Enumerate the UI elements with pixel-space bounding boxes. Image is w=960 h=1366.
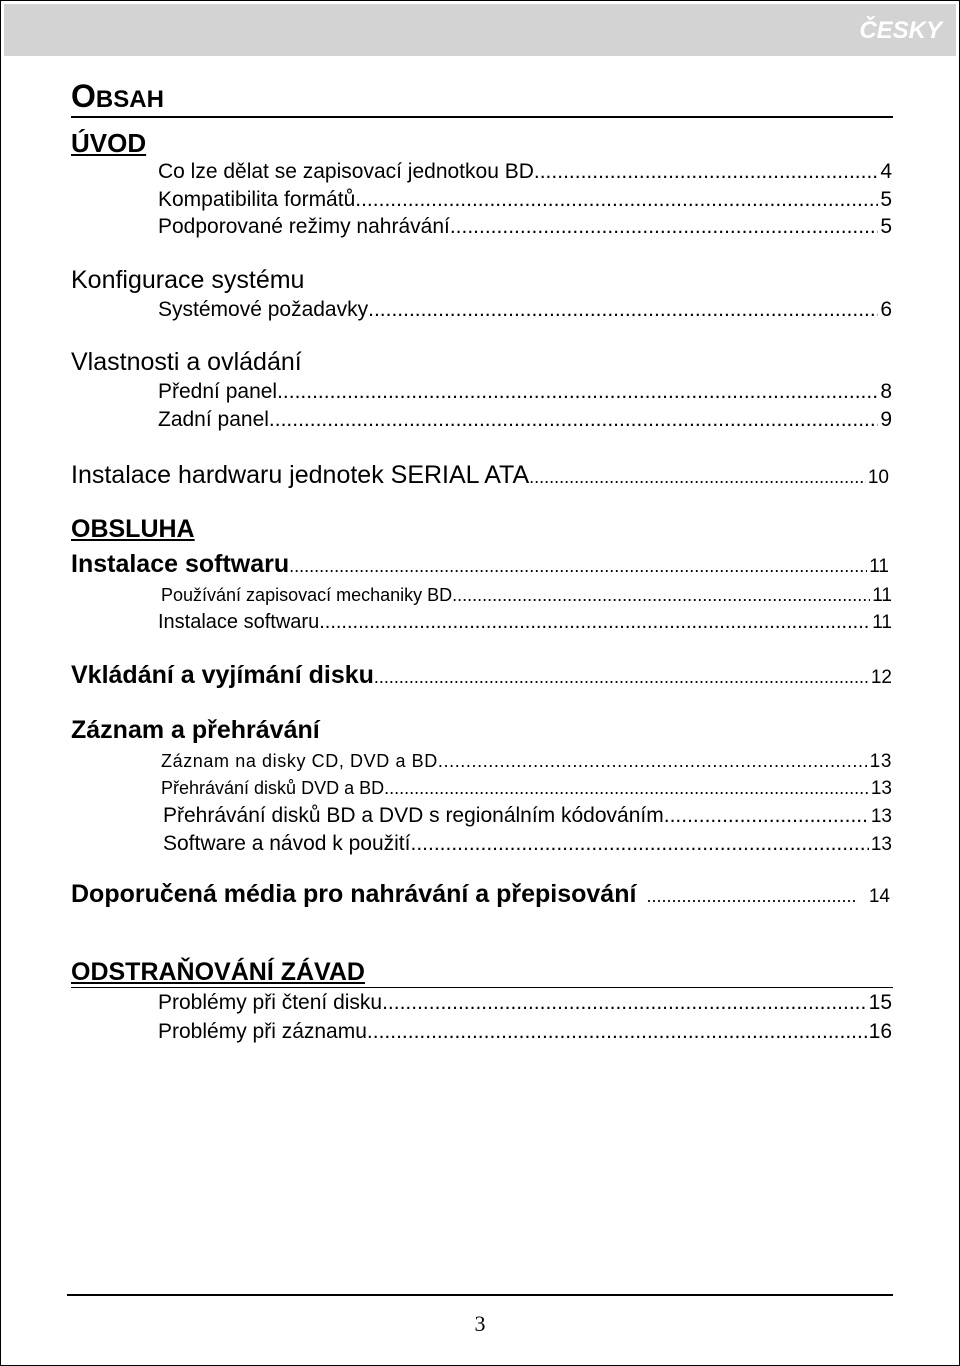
toc-entry[interactable] bbox=[158, 188, 892, 212]
toc-entry[interactable] bbox=[71, 880, 890, 909]
header-band bbox=[4, 4, 956, 56]
entry-page: 11 bbox=[872, 585, 892, 606]
entry-page: 5 bbox=[880, 188, 892, 211]
leader-dots bbox=[452, 585, 870, 606]
entry-page: 13 bbox=[870, 834, 892, 855]
section-rule bbox=[71, 987, 893, 988]
entry-page: 14 bbox=[868, 886, 890, 907]
toc-entry[interactable] bbox=[161, 585, 892, 607]
entry-label: Záznam na disky CD, DVD a BD bbox=[161, 751, 438, 771]
entry-label: Systémové požadavky bbox=[158, 298, 369, 321]
entry-label: Zadní panel bbox=[158, 408, 269, 431]
footer-rule bbox=[67, 1294, 893, 1296]
entry-label: Vkládání a vyjímání disku bbox=[71, 661, 374, 689]
entry-label: Kompatibilita formátů bbox=[158, 188, 356, 211]
language-label: ČESKY bbox=[859, 17, 942, 44]
entry-label: Přední panel bbox=[158, 380, 278, 403]
section-odstranovani-heading: ODSTRAŇOVÁNÍ ZÁVAD bbox=[71, 958, 365, 986]
entry-label: Přehrávání disků DVD a BD bbox=[161, 778, 385, 798]
entry-label: Doporučená média pro nahrávání a přepisování bbox=[71, 880, 637, 908]
entry-page: 15 bbox=[868, 991, 892, 1014]
toc-entry[interactable] bbox=[158, 991, 892, 1015]
leader-dots bbox=[410, 832, 868, 856]
entry-page: 4 bbox=[880, 160, 892, 183]
entry-label: Používání zapisovací mechaniky BD bbox=[161, 585, 453, 605]
entry-label: Instalace softwaru bbox=[158, 611, 320, 633]
leader-dots bbox=[367, 1020, 867, 1044]
entry-label: Instalace hardwaru jednotek SERIAL ATA bbox=[71, 461, 530, 489]
entry-page: 10 bbox=[867, 467, 889, 488]
toc-entry[interactable] bbox=[158, 611, 892, 634]
heading-vlastnosti: Vlastnosti a ovládání bbox=[71, 348, 302, 376]
toc-entry[interactable] bbox=[158, 215, 892, 239]
entry-label: Software a návod k použití bbox=[163, 832, 411, 855]
entry-page: 13 bbox=[869, 751, 892, 772]
toc-entry[interactable] bbox=[71, 550, 889, 579]
leader-dots bbox=[384, 778, 869, 799]
toc-entry[interactable] bbox=[158, 298, 892, 322]
leader-dots bbox=[529, 467, 866, 488]
leader-dots bbox=[277, 380, 878, 404]
entry-label: Přehrávání disků BD a DVD s regionálním kódováním bbox=[163, 804, 664, 827]
leader-dots bbox=[382, 991, 867, 1015]
leader-dots bbox=[368, 298, 878, 322]
toc-entry[interactable] bbox=[71, 661, 892, 690]
leader-dots bbox=[534, 160, 878, 184]
toc-title bbox=[71, 78, 164, 115]
title-rule bbox=[71, 116, 893, 118]
entry-page: 11 bbox=[869, 556, 889, 577]
toc-entry[interactable] bbox=[158, 1020, 892, 1044]
leader-dots bbox=[636, 886, 856, 907]
page-number: 3 bbox=[474, 1311, 486, 1336]
leader-dots bbox=[355, 188, 878, 212]
entry-label: Co lze dělat se zapisovací jednotkou BD bbox=[158, 160, 534, 183]
section-obsluha-heading: OBSLUHA bbox=[71, 515, 195, 543]
leader-dots bbox=[319, 611, 870, 634]
entry-page: 5 bbox=[880, 215, 892, 238]
entry-page: 11 bbox=[872, 612, 892, 633]
entry-page: 13 bbox=[870, 806, 892, 827]
leader-dots bbox=[664, 804, 869, 828]
leader-dots bbox=[269, 408, 878, 432]
leader-dots bbox=[374, 667, 869, 688]
toc-entry[interactable] bbox=[163, 804, 892, 828]
entry-label: Instalace softwaru bbox=[71, 550, 290, 578]
entry-page: 13 bbox=[870, 778, 892, 799]
section-uvod-heading: ÚVOD bbox=[71, 128, 147, 158]
entry-page: 12 bbox=[870, 667, 892, 688]
leader-dots bbox=[450, 215, 878, 239]
toc-entry[interactable] bbox=[161, 778, 892, 800]
toc-title-rest: BSAH bbox=[95, 86, 164, 113]
toc-entry[interactable] bbox=[158, 160, 892, 184]
heading-zaznam: Záznam a přehrávání bbox=[71, 716, 320, 744]
entry-page: 9 bbox=[880, 408, 892, 431]
leader-dots bbox=[438, 751, 868, 772]
toc-entry[interactable] bbox=[163, 832, 892, 856]
entry-label: Podporované režimy nahrávání bbox=[158, 215, 450, 238]
heading-konfigurace: Konfigurace systému bbox=[71, 266, 305, 294]
toc-entry[interactable] bbox=[161, 751, 892, 773]
entry-page: 8 bbox=[880, 380, 892, 403]
entry-page: 16 bbox=[868, 1020, 892, 1043]
toc-entry[interactable] bbox=[71, 461, 889, 490]
entry-label: Problémy při záznamu bbox=[158, 1020, 367, 1043]
toc-entry[interactable] bbox=[158, 408, 892, 432]
toc-title-initial: O bbox=[71, 78, 96, 114]
entry-label: Problémy při čtení disku bbox=[158, 991, 383, 1014]
entry-page: 6 bbox=[880, 298, 892, 321]
leader-dots bbox=[289, 556, 867, 577]
toc-entry[interactable] bbox=[158, 380, 892, 404]
